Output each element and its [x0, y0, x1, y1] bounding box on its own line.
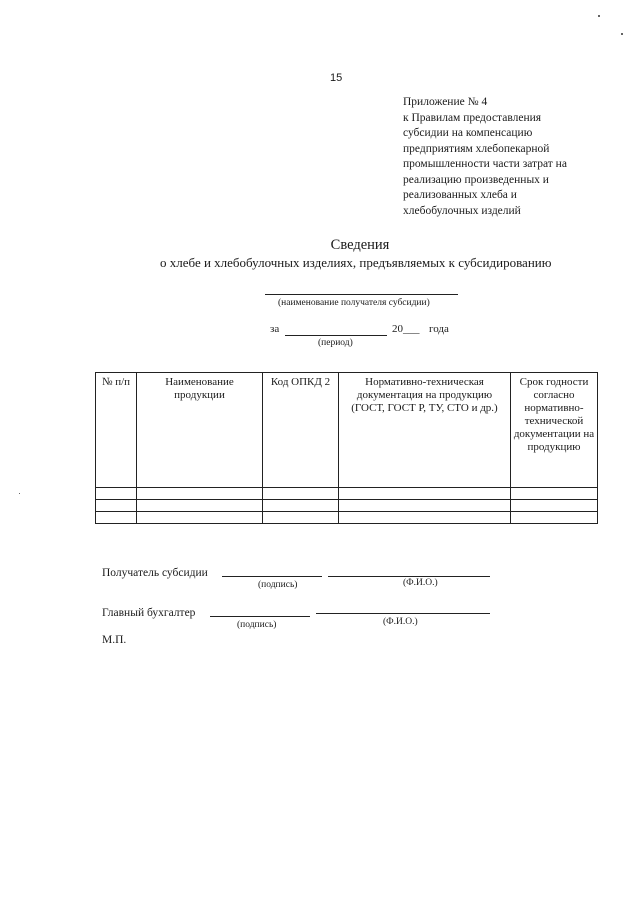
- table-cell[interactable]: [96, 500, 137, 512]
- products-table: [95, 372, 598, 524]
- table-cell[interactable]: [96, 512, 137, 524]
- table-cell[interactable]: [137, 500, 263, 512]
- appendix-line: реализованных хлеба и: [403, 189, 517, 201]
- period-suffix: года: [429, 323, 449, 335]
- recipient-caption: (наименование получателя субсидии): [278, 298, 430, 308]
- table-cell[interactable]: [511, 500, 598, 512]
- column-header-code: Код ОПКД 2: [263, 373, 339, 488]
- recipient-signature-label: Получатель субсидии: [102, 567, 208, 579]
- table-cell[interactable]: [263, 488, 339, 500]
- table-row: [96, 512, 598, 524]
- column-header-number: № п/п: [96, 373, 137, 488]
- table-cell[interactable]: [511, 488, 598, 500]
- column-header-product: Наименование продукции: [137, 373, 263, 488]
- period-prefix: за: [270, 323, 280, 335]
- document-subtitle: о хлебе и хлебобулочных изделиях, предъявляемых к субсидированию: [160, 255, 552, 270]
- column-header-documentation: Нормативно-техническая документация на продукцию (ГОСТ, ГОСТ Р, ТУ, СТО и др.): [339, 373, 511, 488]
- recipient-signature-field[interactable]: [222, 565, 322, 577]
- appendix-line: хлебобулочных изделий: [403, 204, 521, 217]
- table-cell[interactable]: [137, 512, 263, 524]
- table-cell[interactable]: [263, 512, 339, 524]
- recipient-name-field[interactable]: [265, 283, 458, 295]
- seal-label: М.П.: [102, 634, 127, 646]
- appendix-line: промышленности части затрат на: [403, 158, 567, 170]
- document-title: Сведения: [330, 237, 390, 253]
- period-field[interactable]: [285, 322, 387, 336]
- table-cell[interactable]: [96, 488, 137, 500]
- accountant-signature-field[interactable]: [210, 605, 310, 617]
- scan-speck: [621, 33, 623, 35]
- recipient-signature-caption: (подпись): [258, 580, 298, 590]
- column-header-shelf-life: Срок годности согласно нормативно-технической документации на продукцию: [511, 373, 598, 488]
- period-caption: (период): [318, 338, 353, 348]
- scan-speck: [598, 15, 600, 17]
- table-cell[interactable]: [339, 488, 511, 500]
- accountant-signature-label: Главный бухгалтер: [102, 607, 196, 619]
- recipient-name-signature-field[interactable]: [328, 565, 490, 577]
- recipient-name-caption: (Ф.И.О.): [403, 578, 438, 588]
- appendix-line: предприятиям хлебопекарной: [403, 142, 550, 155]
- accountant-signature-caption: (подпись): [237, 620, 277, 630]
- appendix-line: Приложение № 4: [403, 96, 488, 108]
- table-cell[interactable]: [339, 512, 511, 524]
- table-header-row: [96, 373, 598, 488]
- table-cell[interactable]: [339, 500, 511, 512]
- table-row: [96, 488, 598, 500]
- table-cell[interactable]: [263, 500, 339, 512]
- appendix-line: субсидии на компенсацию: [403, 127, 533, 139]
- table-row: [96, 500, 598, 512]
- accountant-name-field[interactable]: [316, 602, 490, 614]
- appendix-line: к Правилам предоставления: [403, 111, 542, 124]
- page-number: 15: [330, 72, 343, 84]
- scan-speck: [19, 493, 20, 494]
- table-cell[interactable]: [137, 488, 263, 500]
- appendix-line: реализацию произведенных и: [403, 173, 549, 186]
- accountant-name-caption: (Ф.И.О.): [383, 617, 418, 627]
- table-cell[interactable]: [511, 512, 598, 524]
- appendix-note: [403, 95, 618, 219]
- period-year: 20___: [392, 323, 420, 335]
